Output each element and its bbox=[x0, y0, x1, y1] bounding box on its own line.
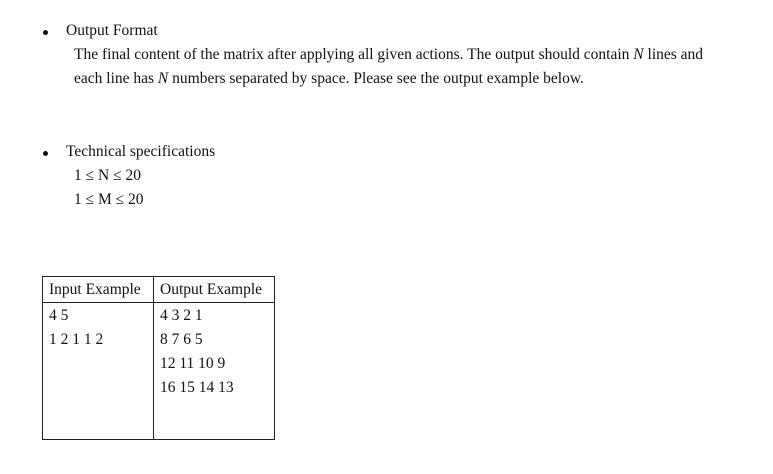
output-format-line-1-text-a: The final content of the matrix after applying all given actions. The output should contain bbox=[74, 46, 634, 63]
input-line-1: 4 5 bbox=[49, 307, 69, 324]
output-format-line-1-var: N bbox=[633, 46, 644, 63]
examples-table-row bbox=[43, 303, 275, 440]
output-line-3: 12 11 10 9 bbox=[160, 355, 226, 372]
output-format-line-2 bbox=[74, 67, 584, 91]
output-example-cell bbox=[154, 303, 275, 440]
output-format-line-2-var: N bbox=[157, 70, 169, 87]
output-line-1: 4 3 2 1 bbox=[160, 307, 203, 324]
output-line-2: 8 7 6 5 bbox=[160, 331, 203, 348]
bullet-output-format bbox=[43, 30, 48, 35]
input-example-cell bbox=[43, 303, 154, 440]
output-format-line-2-text-b: numbers separated by space. Please see the output example below. bbox=[168, 70, 584, 87]
output-format-line-1-text-b: lines and bbox=[643, 46, 704, 63]
constraint-m: 1 ≤ M ≤ 20 bbox=[74, 191, 144, 208]
bullet-technical-specifications bbox=[43, 151, 48, 156]
output-example-header: Output Example bbox=[154, 277, 275, 303]
examples-table-header-row bbox=[43, 277, 275, 303]
output-format-line-1 bbox=[74, 43, 703, 67]
output-line-4: 16 15 14 13 bbox=[160, 379, 234, 396]
input-line-2: 1 2 1 1 2 bbox=[49, 331, 104, 348]
examples-table bbox=[42, 276, 275, 440]
constraint-n: 1 ≤ N ≤ 20 bbox=[74, 167, 141, 184]
output-format-heading: Output Format bbox=[66, 22, 158, 39]
input-example-header: Input Example bbox=[43, 277, 154, 303]
output-format-line-2-text-a: each line has bbox=[74, 70, 158, 87]
technical-specifications-heading: Technical specifications bbox=[66, 143, 216, 160]
